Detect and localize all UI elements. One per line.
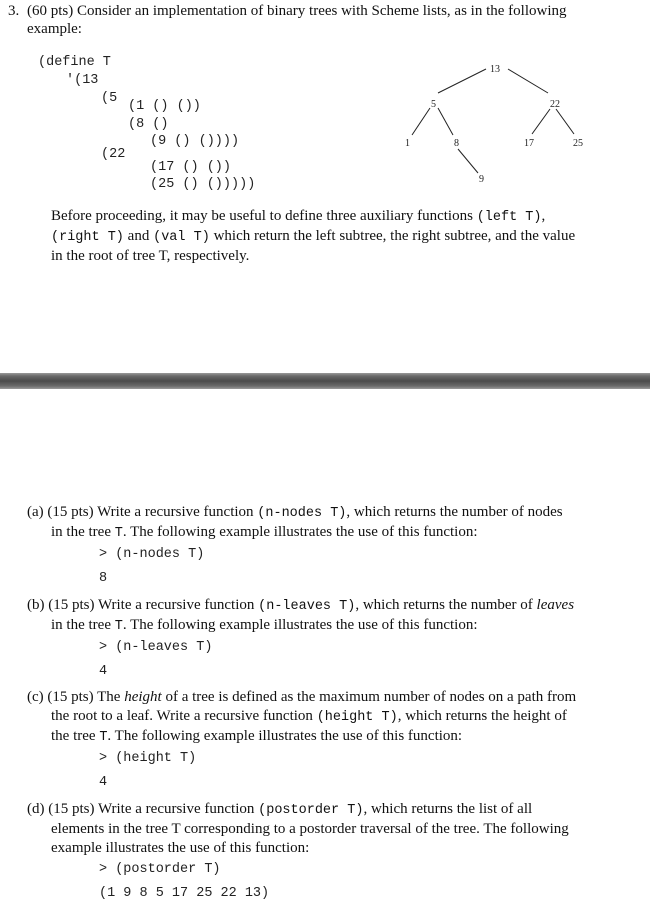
tree-node: 13: [490, 64, 500, 75]
problem-statement-line1: (60 pts) Consider an implementation of binary trees with Scheme lists, as in the following: [27, 3, 567, 19]
text: , which returns the number of nodes: [346, 504, 563, 520]
code-line: (define T: [38, 55, 111, 70]
tree-edge: [438, 69, 486, 93]
auxiliary-functions-paragraph: [51, 207, 631, 266]
tree-edge: [438, 108, 453, 135]
text: . The following example illustrates the use of this function:: [107, 728, 463, 744]
part-a: [27, 503, 637, 543]
text: which return the left subtree, the right subtree, and the value: [209, 228, 576, 244]
example-prompt-a: > (n-nodes T): [99, 547, 205, 562]
text: , which returns the height of: [397, 708, 567, 724]
code-right: (right T): [51, 230, 124, 245]
code-line: (22: [101, 147, 126, 162]
tree-edge: [412, 108, 430, 135]
code: (postorder T): [258, 803, 364, 818]
code: T: [114, 526, 123, 541]
code: (n-nodes T): [257, 506, 347, 521]
code-line: (25 () ())))): [150, 177, 264, 192]
emphasis: height: [124, 689, 162, 705]
text: elements in the tree T corresponding to a postorder traversal of the tree. The following: [51, 821, 569, 837]
tree-node: 9: [479, 174, 484, 185]
text: . The following example illustrates the use of this function:: [122, 524, 478, 540]
emphasis: leaves: [536, 597, 575, 613]
code-line: (17 () ()): [150, 160, 232, 175]
text: (d) (15 pts) Write a recursive function: [27, 801, 259, 817]
tree-edge: [556, 109, 574, 134]
tree-node: 25: [573, 138, 583, 149]
code: T: [99, 730, 108, 745]
text: Before proceeding, it may be useful to define three auxiliary functions: [51, 208, 477, 224]
example-result-d: (1 9 8 5 17 25 22 13): [99, 886, 270, 901]
tree-node: 1: [405, 138, 410, 149]
text: in the root of tree T, respectively.: [51, 248, 250, 264]
code: (n-leaves T): [258, 599, 356, 614]
example-prompt-c: > (height T): [99, 751, 197, 766]
text: , which returns the list of all: [363, 801, 533, 817]
code-val: (val T): [153, 230, 210, 245]
tree-edge: [508, 69, 548, 93]
code-line: (9 () ()))): [150, 134, 240, 149]
text: , which returns the number of: [355, 597, 537, 613]
tree-node: 17: [524, 138, 534, 149]
code: (height T): [316, 710, 398, 725]
part-c: [27, 688, 637, 747]
text: in the tree: [51, 524, 115, 540]
text: in the tree: [51, 617, 115, 633]
binary-tree-diagram: [390, 55, 600, 190]
tree-edge: [458, 149, 478, 173]
code: T: [114, 619, 123, 634]
text: the root to a leaf. Write a recursive function: [51, 708, 317, 724]
example-prompt-b: > (n-leaves T): [99, 640, 213, 655]
text: ,: [541, 208, 546, 224]
example-result-a: 8: [99, 571, 108, 586]
text: the tree: [51, 728, 100, 744]
part-d: [27, 800, 637, 858]
text: example illustrates the use of this function:: [51, 840, 310, 856]
problem-statement-line2: example:: [27, 21, 82, 37]
problem-number: 3.: [8, 3, 20, 19]
example-result-c: 4: [99, 775, 108, 790]
example-result-b: 4: [99, 664, 108, 679]
text: (b) (15 pts) Write a recursive function: [27, 597, 259, 613]
text: (a) (15 pts) Write a recursive function: [27, 504, 258, 520]
code-line: (8 (): [128, 117, 169, 132]
text: and: [123, 228, 154, 244]
page-divider: [0, 373, 650, 389]
text: of a tree is defined as the maximum number of nodes on a path from: [161, 689, 577, 705]
part-b: [27, 596, 637, 636]
example-prompt-d: > (postorder T): [99, 862, 221, 877]
tree-edge: [532, 109, 550, 134]
code-line: (1 () ()): [128, 99, 201, 114]
code-left: (left T): [476, 210, 542, 225]
tree-node: 22: [550, 99, 560, 110]
tree-node: 8: [454, 138, 459, 149]
code-line: '(13: [66, 73, 99, 88]
code-line: (5: [101, 91, 118, 106]
text: (c) (15 pts) The: [27, 689, 125, 705]
text: . The following example illustrates the use of this function:: [122, 617, 478, 633]
tree-node: 5: [431, 99, 436, 110]
